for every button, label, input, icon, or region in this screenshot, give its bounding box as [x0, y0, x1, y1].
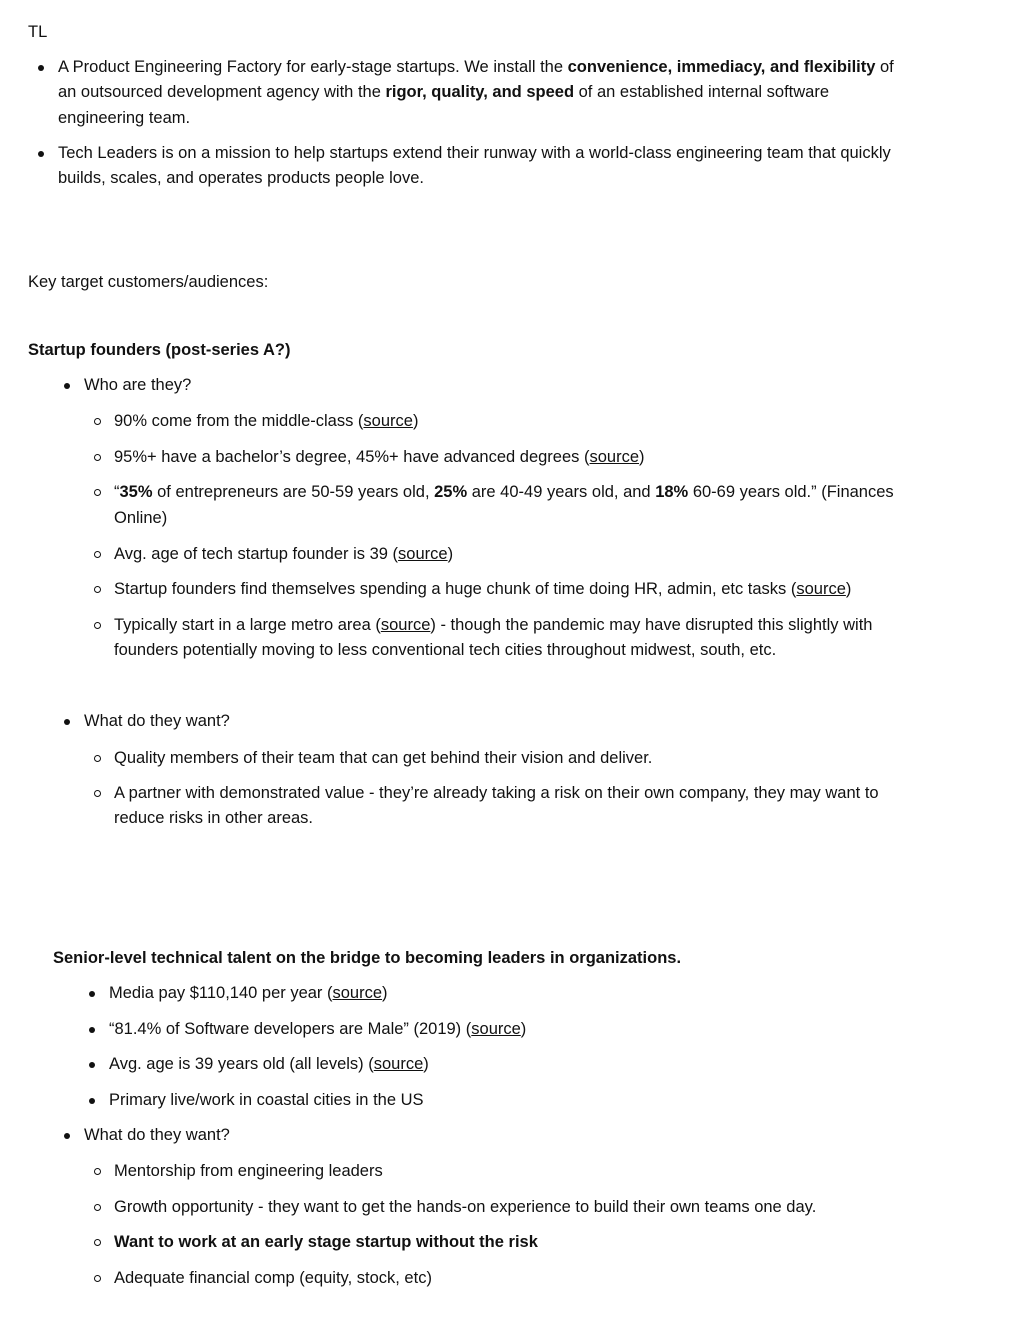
seniors-item-1: Media pay $110,140 per year (source) — [109, 984, 388, 1002]
founders-who-label: Who are they? — [84, 376, 192, 394]
intro-bullet-1-line-3: engineering team. — [58, 109, 191, 127]
source-link[interactable]: source — [796, 580, 846, 598]
source-link[interactable]: source — [373, 1055, 424, 1073]
source-link[interactable]: source — [363, 412, 413, 430]
source-link[interactable]: source — [332, 984, 383, 1002]
founders-who-item-3-line-2: Online) — [114, 509, 168, 527]
founders-who-item-1: 90% come from the middle-class (source) — [114, 412, 419, 430]
bullet-circle — [94, 489, 101, 496]
seniors-want-item-1: Mentorship from engineering leaders — [114, 1162, 383, 1180]
key-targets-label: Key target customers/audiences: — [28, 273, 269, 291]
source-link[interactable]: source — [380, 616, 431, 634]
seniors-want-item-4: Adequate financial comp (equity, stock, etc) — [114, 1269, 432, 1287]
founders-who-item-6-line-2: founders potentially moving to less conventional tech cities throughout midwest, south, etc. — [114, 641, 777, 659]
bullet-circle — [94, 1168, 101, 1175]
source-link[interactable]: source — [398, 545, 448, 563]
bullet-circle — [94, 790, 101, 797]
bullet-dot — [64, 719, 70, 725]
founders-want-item-2-line-2: reduce risks in other areas. — [114, 809, 314, 827]
source-link[interactable]: source — [589, 448, 640, 466]
bullet-circle — [94, 1275, 101, 1282]
bullet-circle — [94, 586, 101, 593]
bullet-dot — [89, 1027, 95, 1033]
bullet-circle — [94, 622, 101, 629]
intro-bullet-1-line-1: A Product Engineering Factory for early-stage startups. We install the convenience, immediacy, and flexibility of — [58, 58, 894, 76]
founders-who-item-5: Startup founders find themselves spending a huge chunk of time doing HR, admin, etc tasks (source) — [114, 580, 852, 598]
founders-heading: Startup founders (post-series A?) — [28, 341, 291, 359]
bullet-circle — [94, 551, 101, 558]
bullet-circle — [94, 1204, 101, 1211]
founders-want-label: What do they want? — [84, 712, 230, 730]
bullet-dot — [89, 1062, 95, 1068]
bullet-circle — [94, 755, 101, 762]
bullet-dot — [89, 1098, 95, 1104]
source-link[interactable]: source — [471, 1020, 521, 1038]
founders-who-item-2: 95%+ have a bachelor’s degree, 45%+ have advanced degrees (source) — [114, 448, 645, 466]
intro-bullet-1-line-2: an outsourced development agency with the rigor, quality, and speed of an established internal software — [58, 83, 830, 101]
seniors-want-item-2: Growth opportunity - they want to get the hands-on experience to build their own teams one day. — [114, 1198, 817, 1216]
founders-who-item-4: Avg. age of tech startup founder is 39 (source) — [114, 545, 454, 563]
seniors-item-3: Avg. age is 39 years old (all levels) (source) — [109, 1055, 429, 1073]
bullet-circle — [94, 1239, 101, 1246]
seniors-want-item-3: Want to work at an early stage startup without the risk — [114, 1233, 538, 1251]
founders-want-item-1: Quality members of their team that can get behind their vision and deliver. — [114, 749, 653, 767]
bullet-dot — [64, 383, 70, 389]
intro-bullet-2-line-1: Tech Leaders is on a mission to help startups extend their runway with a world-class engineering team that quickly — [58, 144, 891, 162]
bullet-dot — [89, 991, 95, 997]
founders-who-item-6-line-1: Typically start in a large metro area (source) - though the pandemic may have disrupted this slightly with — [114, 616, 873, 634]
bullet-dot — [38, 151, 44, 157]
intro-bullet-2-line-2: builds, scales, and operates products people love. — [58, 169, 424, 187]
founders-who-item-3-line-1: “35% of entrepreneurs are 50-59 years old, 25% are 40-49 years old, and 18% 60-69 years old.” (Finances — [114, 483, 894, 501]
bullet-dot — [38, 65, 44, 71]
seniors-item-4: Primary live/work in coastal cities in the US — [109, 1091, 424, 1109]
founders-want-item-2-line-1: A partner with demonstrated value - they’re already taking a risk on their own company, they may want to — [114, 784, 879, 802]
bullet-circle — [94, 454, 101, 461]
seniors-heading: Senior-level technical talent on the bridge to becoming leaders in organizations. — [53, 949, 682, 967]
bullet-circle — [94, 418, 101, 425]
bullet-dot — [64, 1133, 70, 1139]
seniors-item-2: “81.4% of Software developers are Male” (2019) (source) — [109, 1020, 527, 1038]
doc-title: TL — [28, 23, 48, 41]
seniors-want-label: What do they want? — [84, 1126, 230, 1144]
